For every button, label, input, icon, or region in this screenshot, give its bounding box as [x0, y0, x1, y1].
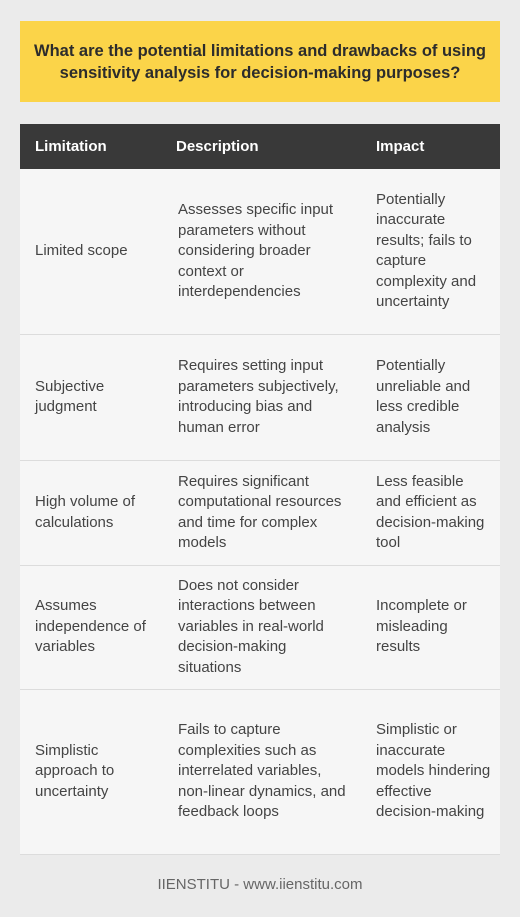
cell-limitation: High volume of calculations	[20, 460, 161, 565]
table-row	[20, 565, 500, 689]
cell-impact: Potentially unreliable and less credible analysis	[361, 334, 500, 460]
header-impact: Impact	[361, 124, 500, 169]
limitations-table	[20, 124, 500, 855]
cell-description: Does not consider interactions between variables in real-world decision-making situations	[161, 565, 361, 689]
header-description: Description	[161, 124, 361, 169]
cell-impact: Less feasible and efficient as decision-making tool	[361, 460, 500, 565]
page-title: What are the potential limitations and drawbacks of using sensitivity analysis for decision-making purposes?	[34, 41, 486, 82]
table-row	[20, 169, 500, 334]
table-row	[20, 460, 500, 565]
table-row	[20, 334, 500, 460]
title-banner	[20, 21, 500, 102]
cell-description: Requires setting input parameters subjectively, introducing bias and human error	[161, 334, 361, 460]
cell-limitation: Subjective judgment	[20, 334, 161, 460]
cell-limitation: Assumes independence of variables	[20, 565, 161, 689]
cell-limitation: Simplistic approach to uncertainty	[20, 689, 161, 854]
cell-description: Assesses specific input parameters without considering broader context or interdependencies	[161, 169, 361, 334]
table-row	[20, 689, 500, 854]
cell-impact: Potentially inaccurate results; fails to capture complexity and uncertainty	[361, 169, 500, 334]
table-header-row	[20, 124, 500, 169]
footer-credit: IIENSTITU - www.iienstitu.com	[157, 876, 363, 893]
cell-impact: Incomplete or misleading results	[361, 565, 500, 689]
header-limitation: Limitation	[20, 124, 161, 169]
cell-description: Fails to capture complexities such as interrelated variables, non-linear dynamics, and feedback loops	[161, 689, 361, 854]
cell-limitation: Limited scope	[20, 169, 161, 334]
cell-impact: Simplistic or inaccurate models hindering effective decision-making	[361, 689, 500, 854]
cell-description: Requires significant computational resources and time for complex models	[161, 460, 361, 565]
